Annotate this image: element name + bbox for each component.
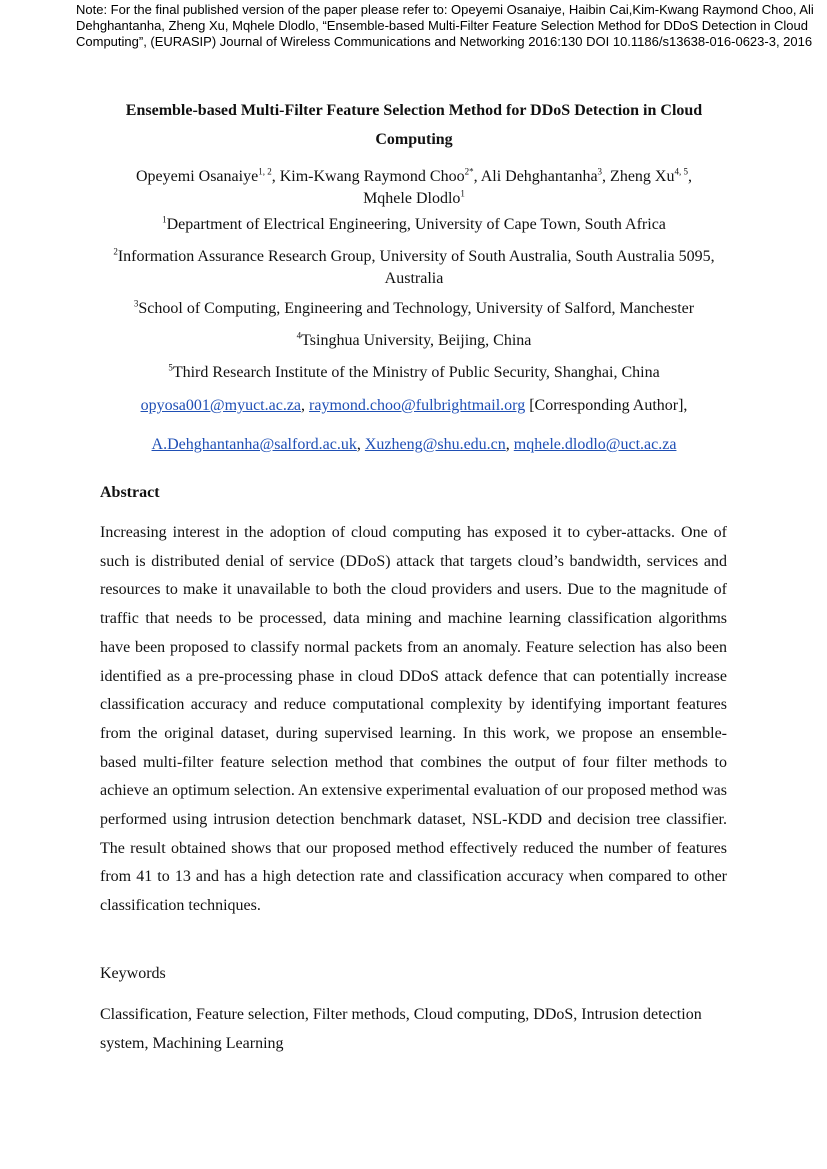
author-name: Zheng Xu (610, 168, 675, 185)
affiliation-text: School of Computing, Engineering and Technology, University of Salford, Manchester (138, 300, 695, 317)
author-separator: , (271, 168, 280, 185)
affiliation-4 (60, 330, 768, 352)
email-link[interactable]: Xuzheng@shu.edu.cn (364, 436, 506, 453)
author-affiliation-mark: 2* (464, 166, 474, 177)
abstract-heading: Abstract (100, 484, 160, 501)
author-name: Ali Dehghantanha (480, 168, 598, 185)
author-separator: , (687, 168, 692, 185)
email-link[interactable]: opyosa001@myuct.ac.za (140, 397, 302, 414)
email-line-2: A.Dehghantanha@salford.ac.uk, Xuzheng@shu.edu.cn, mqhele.dlodlo@uct.ac.za (151, 436, 677, 453)
affiliation-number: 2 (113, 246, 118, 257)
email-link[interactable]: A.Dehghantanha@salford.ac.uk (151, 436, 357, 453)
affiliation-1 (60, 214, 768, 236)
abstract-body: Increasing interest in the adoption of cloud computing has exposed it to cyber-attacks. One of such is distributed denial of service (DDoS) attack that targets cloud’s bandwidth, services and resources to make it unavailable to both the cloud providers and users. Due to the magnitude of traffic that needs to be processed, data mining and machine learning classification algorithms have been proposed to classify normal packets from an anomaly. Feature selection has also been identified as a pre-processing phase in cloud DDoS attack defence that can potentially increase classification accuracy and reduce computational complexity by identifying important features from the original dataset, during supervised learning. In this work, we propose an ensemble-based multi-filter feature selection method that combines the output of four filter methods to achieve an optimum selection. An extensive experimental evaluation of our proposed method was performed using intrusion detection benchmark dataset, NSL-KDD and decision tree classifier. The result obtained shows that our proposed method effectively reduced the number of features from 41 to 13 and has a high detection rate and classification accuracy when compared to other classification techniques. (100, 524, 727, 915)
affiliation-text: Information Assurance Research Group, University of South Australia, South Australia 5095, Australia (117, 248, 715, 287)
email-line-1: opyosa001@myuct.ac.za, raymond.choo@fulbrightmail.org [Corresponding Author], (140, 397, 688, 414)
email-link[interactable]: raymond.choo@fulbrightmail.org (309, 397, 526, 414)
author-affiliation-mark: 1, 2 (258, 166, 272, 177)
author-affiliation-mark: 3 (597, 166, 603, 177)
publication-note: Note: For the final published version of the paper please refer to: Opeyemi Osanaiye, Haibin Cai,Kim-Kwang Raymond Choo, Ali Dehghantanha, Zheng Xu, Mqhele Dlodlo, “Ensemble-based Multi-Filter Feature Selection Method for DDoS Detection in Cloud Computing”, (EURASIP) Journal of Wireless Communications and Networking 2016:130 DOI 10.1186/s13638-016-0623-3, 2016 (76, 2, 814, 49)
author-name: Kim-Kwang Raymond Choo (279, 168, 465, 185)
affiliation-number: 1 (162, 214, 167, 225)
affiliation-number: 4 (296, 330, 302, 341)
affiliation-3 (60, 298, 768, 320)
email-link[interactable]: mqhele.dlodlo@uct.ac.za (513, 436, 677, 453)
author-affiliation-mark: 1 (460, 188, 465, 199)
paper-title: Ensemble-based Multi-Filter Feature Selection Method for DDoS Detection in Cloud Computing (125, 102, 703, 148)
author-separator: , (473, 168, 481, 185)
corresponding-author-note: [Corresponding Author], (529, 397, 688, 414)
author-name: Mqhele Dlodlo (363, 190, 461, 207)
author-list (60, 166, 768, 210)
affiliation-2 (110, 246, 718, 290)
author-separator: , (602, 168, 611, 185)
author-affiliation-mark: 4, 5 (674, 166, 688, 177)
keywords-body: Classification, Feature selection, Filter methods, Cloud computing, DDoS, Intrusion detection system, Machining Learning (100, 1006, 702, 1052)
author-name: Opeyemi Osanaiye (136, 168, 259, 185)
keywords-heading: Keywords (100, 965, 166, 982)
affiliation-5 (60, 362, 768, 384)
affiliation-text: Tsinghua University, Beijing, China (301, 332, 532, 349)
affiliation-text: Third Research Institute of the Ministry of Public Security, Shanghai, China (172, 364, 660, 381)
affiliation-text: Department of Electrical Engineering, University of Cape Town, South Africa (166, 216, 666, 233)
affiliation-number: 5 (168, 362, 173, 373)
affiliation-number: 3 (133, 298, 139, 309)
